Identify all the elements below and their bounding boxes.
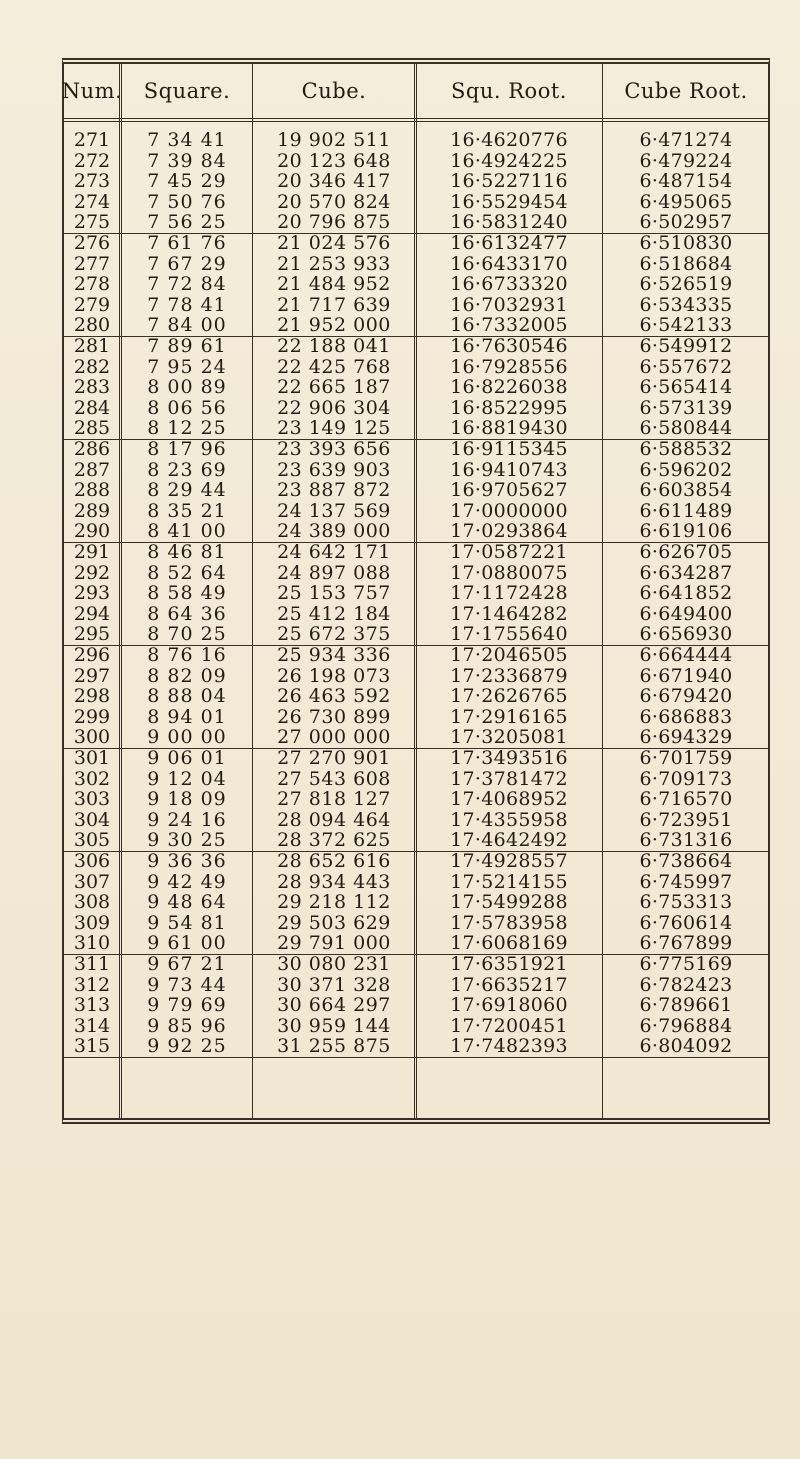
table-row — [64, 233, 768, 254]
square-root-cell: 16·9705627 — [450, 479, 568, 502]
cube-cell: 24 897 088 — [277, 561, 391, 584]
square-root-cell: 17·2046505 — [450, 644, 568, 666]
num-cell: 308 — [73, 891, 111, 914]
square-root-cell: 16·4620776 — [450, 129, 568, 151]
table-row — [64, 357, 768, 378]
num-cell: 275 — [73, 211, 111, 234]
header-num: Num. — [61, 79, 123, 103]
cube-root-cell: 6·709173 — [639, 767, 733, 790]
cube-cell: 20 123 648 — [277, 149, 391, 172]
square-cell: 8 52 64 — [147, 561, 227, 584]
square-cell: 8 64 36 — [147, 602, 227, 625]
cube-cell: 25 672 375 — [277, 623, 391, 646]
square-cell: 9 61 00 — [147, 932, 227, 955]
num-cell: 285 — [73, 417, 111, 440]
square-root-cell: 17·2916165 — [450, 705, 568, 728]
num-cell: 295 — [73, 623, 111, 646]
cube-cell: 21 253 933 — [277, 252, 391, 275]
square-root-cell: 17·6351921 — [450, 953, 568, 975]
num-cell: 278 — [73, 273, 111, 296]
cube-root-cell: 6·526519 — [639, 273, 733, 296]
cube-cell: 26 730 899 — [277, 705, 391, 728]
table-row — [64, 130, 768, 151]
square-cell: 8 46 81 — [147, 541, 227, 563]
table-row — [64, 583, 768, 604]
table-row — [64, 398, 768, 419]
square-cell: 9 42 49 — [147, 870, 227, 893]
cube-cell: 22 425 768 — [277, 355, 391, 378]
square-root-cell: 16·6433170 — [450, 252, 568, 275]
square-root-cell: 17·3781472 — [450, 767, 568, 790]
num-cell: 273 — [73, 170, 111, 193]
square-cell: 7 45 29 — [147, 170, 227, 193]
table-row — [64, 830, 768, 852]
square-root-cell: 17·2626765 — [450, 685, 568, 708]
num-cell: 272 — [73, 149, 111, 172]
table-row — [64, 171, 768, 192]
cube-cell: 20 796 875 — [277, 211, 391, 234]
num-cell: 315 — [73, 1035, 111, 1058]
table-row — [64, 995, 768, 1016]
cube-root-cell: 6·775169 — [639, 953, 733, 975]
cube-cell: 30 664 297 — [277, 994, 391, 1017]
square-root-cell: 16·9115345 — [450, 438, 568, 460]
num-cell: 303 — [73, 788, 111, 811]
square-root-cell: 17·1464282 — [450, 602, 568, 625]
cube-root-cell: 6·565414 — [639, 376, 733, 399]
cube-root-cell: 6·634287 — [639, 561, 733, 584]
num-cell: 286 — [73, 438, 111, 460]
square-cell: 8 23 69 — [147, 458, 227, 481]
square-root-cell: 16·9410743 — [450, 458, 568, 481]
cube-root-cell: 6·664444 — [639, 644, 733, 666]
square-cell: 9 18 09 — [147, 788, 227, 811]
cube-root-cell: 6·626705 — [639, 541, 733, 563]
square-cell: 8 35 21 — [147, 499, 227, 522]
table-row — [64, 624, 768, 646]
cube-cell: 29 218 112 — [277, 891, 391, 914]
square-cell: 9 92 25 — [147, 1035, 227, 1058]
cube-root-cell: 6·804092 — [639, 1035, 733, 1058]
square-cell: 7 50 76 — [147, 190, 227, 213]
num-cell: 309 — [73, 911, 111, 934]
square-cell: 9 67 21 — [147, 953, 227, 975]
square-root-cell: 17·1172428 — [450, 582, 568, 605]
cube-root-cell: 6·619106 — [639, 520, 733, 543]
square-cell: 8 17 96 — [147, 438, 227, 460]
num-cell: 282 — [73, 355, 111, 378]
table-row — [64, 336, 768, 357]
square-cell: 9 73 44 — [147, 973, 227, 996]
table-row — [64, 151, 768, 172]
square-root-cell: 16·7630546 — [450, 335, 568, 357]
header-cube: Cube. — [301, 79, 367, 103]
square-cell: 9 00 00 — [147, 726, 227, 749]
square-root-cell: 17·4068952 — [450, 788, 568, 811]
square-cell: 7 72 84 — [147, 273, 227, 296]
cube-root-cell: 6·753313 — [639, 891, 733, 914]
square-root-cell: 16·7332005 — [450, 314, 568, 337]
cube-cell: 30 959 144 — [277, 1014, 391, 1037]
cube-root-cell: 6·671940 — [639, 664, 733, 687]
num-cell: 292 — [73, 561, 111, 584]
square-cell: 7 67 29 — [147, 252, 227, 275]
square-cell: 8 58 49 — [147, 582, 227, 605]
cube-cell: 28 652 616 — [277, 850, 391, 872]
square-root-cell: 16·6733320 — [450, 273, 568, 296]
table-row — [64, 1036, 768, 1058]
num-cell: 305 — [73, 829, 111, 852]
square-root-cell: 17·4642492 — [450, 829, 568, 852]
cube-root-cell: 6·580844 — [639, 417, 733, 440]
square-cell: 7 39 84 — [147, 149, 227, 172]
header-cube-root: Cube Root. — [624, 79, 748, 103]
square-root-cell: 17·5783958 — [450, 911, 568, 934]
table-row — [64, 748, 768, 769]
square-cell: 8 88 04 — [147, 685, 227, 708]
cube-root-cell: 6·782423 — [639, 973, 733, 996]
table-row — [64, 521, 768, 543]
cube-cell: 25 934 336 — [277, 644, 391, 666]
num-cell: 281 — [73, 335, 111, 357]
cube-root-cell: 6·767899 — [639, 932, 733, 955]
cube-root-cell: 6·716570 — [639, 788, 733, 811]
square-cell: 9 54 81 — [147, 911, 227, 934]
square-cell: 9 24 16 — [147, 808, 227, 831]
cube-root-cell: 6·656930 — [639, 623, 733, 646]
cube-cell: 29 791 000 — [277, 932, 391, 955]
cube-root-cell: 6·603854 — [639, 479, 733, 502]
cube-cell: 23 149 125 — [277, 417, 391, 440]
cube-root-cell: 6·731316 — [639, 829, 733, 852]
square-cell: 8 94 01 — [147, 705, 227, 728]
num-cell: 294 — [73, 602, 111, 625]
square-root-cell: 17·7200451 — [450, 1014, 568, 1037]
cube-cell: 20 570 824 — [277, 190, 391, 213]
table-row — [64, 645, 768, 666]
square-root-cell: 16·8226038 — [450, 376, 568, 399]
square-cell: 7 34 41 — [147, 129, 227, 151]
square-root-cell: 17·0587221 — [450, 541, 568, 563]
square-cell: 8 00 89 — [147, 376, 227, 399]
square-root-cell: 16·5529454 — [450, 190, 568, 213]
num-cell: 311 — [73, 953, 111, 975]
table-row — [64, 1016, 768, 1037]
square-cell: 8 41 00 — [147, 520, 227, 543]
num-cell: 306 — [73, 850, 111, 872]
num-cell: 290 — [73, 520, 111, 543]
cube-cell: 22 906 304 — [277, 396, 391, 419]
math-table — [62, 58, 770, 1124]
num-cell: 283 — [73, 376, 111, 399]
table-row — [64, 480, 768, 501]
square-cell: 7 78 41 — [147, 293, 227, 316]
cube-root-cell: 6·596202 — [639, 458, 733, 481]
table-row — [64, 727, 768, 749]
cube-root-cell: 6·745997 — [639, 870, 733, 893]
cube-cell: 27 270 901 — [277, 747, 391, 769]
table-row — [64, 604, 768, 625]
cube-cell: 26 198 073 — [277, 664, 391, 687]
square-cell: 7 89 61 — [147, 335, 227, 357]
cube-root-cell: 6·510830 — [639, 232, 733, 254]
table-row — [64, 975, 768, 996]
header-square-root: Squ. Root. — [451, 79, 567, 103]
cube-root-cell: 6·557672 — [639, 355, 733, 378]
cube-cell: 25 412 184 — [277, 602, 391, 625]
cube-cell: 29 503 629 — [277, 911, 391, 934]
square-root-cell: 17·6635217 — [450, 973, 568, 996]
cube-root-cell: 6·487154 — [639, 170, 733, 193]
cube-root-cell: 6·573139 — [639, 396, 733, 419]
cube-cell: 23 393 656 — [277, 438, 391, 460]
cube-root-cell: 6·542133 — [639, 314, 733, 337]
cube-cell: 21 717 639 — [277, 293, 391, 316]
num-cell: 279 — [73, 293, 111, 316]
table-row — [64, 872, 768, 893]
num-cell: 284 — [73, 396, 111, 419]
table-row — [64, 501, 768, 522]
num-cell: 313 — [73, 994, 111, 1017]
cube-cell: 25 153 757 — [277, 582, 391, 605]
table-row — [64, 954, 768, 975]
square-root-cell: 16·8819430 — [450, 417, 568, 440]
cube-root-cell: 6·760614 — [639, 911, 733, 934]
square-root-cell: 17·4928557 — [450, 850, 568, 872]
table-row — [64, 789, 768, 810]
square-root-cell: 16·5227116 — [450, 170, 568, 193]
square-cell: 9 48 64 — [147, 891, 227, 914]
square-root-cell: 17·7482393 — [450, 1035, 568, 1058]
num-cell: 274 — [73, 190, 111, 213]
square-root-cell: 16·7928556 — [450, 355, 568, 378]
cube-cell: 23 639 903 — [277, 458, 391, 481]
cube-cell: 28 934 443 — [277, 870, 391, 893]
num-cell: 304 — [73, 808, 111, 831]
num-cell: 289 — [73, 499, 111, 522]
cube-root-cell: 6·471274 — [639, 129, 733, 151]
square-root-cell: 17·0880075 — [450, 561, 568, 584]
table-row — [64, 913, 768, 934]
num-cell: 293 — [73, 582, 111, 605]
square-cell: 7 84 00 — [147, 314, 227, 337]
num-cell: 288 — [73, 479, 111, 502]
num-cell: 277 — [73, 252, 111, 275]
cube-cell: 22 188 041 — [277, 335, 391, 357]
cube-root-cell: 6·796884 — [639, 1014, 733, 1037]
num-cell: 300 — [73, 726, 111, 749]
square-cell: 9 06 01 — [147, 747, 227, 769]
cube-cell: 27 818 127 — [277, 788, 391, 811]
num-cell: 312 — [73, 973, 111, 996]
num-cell: 307 — [73, 870, 111, 893]
cube-cell: 23 887 872 — [277, 479, 391, 502]
num-cell: 302 — [73, 767, 111, 790]
table-row — [64, 563, 768, 584]
cube-root-cell: 6·701759 — [639, 747, 733, 769]
square-root-cell: 17·1755640 — [450, 623, 568, 646]
square-cell: 8 82 09 — [147, 664, 227, 687]
cube-cell: 31 255 875 — [277, 1035, 391, 1058]
square-cell: 9 12 04 — [147, 767, 227, 790]
cube-cell: 19 902 511 — [277, 129, 391, 151]
num-cell: 298 — [73, 685, 111, 708]
cube-cell: 27 000 000 — [277, 726, 391, 749]
table-row — [64, 418, 768, 440]
square-cell: 8 70 25 — [147, 623, 227, 646]
cube-root-cell: 6·611489 — [639, 499, 733, 522]
cube-cell: 22 665 187 — [277, 376, 391, 399]
square-root-cell: 16·7032931 — [450, 293, 568, 316]
num-cell: 291 — [73, 541, 111, 563]
square-root-cell: 16·6132477 — [450, 232, 568, 254]
num-cell: 310 — [73, 932, 111, 955]
cube-root-cell: 6·694329 — [639, 726, 733, 749]
num-cell: 314 — [73, 1014, 111, 1037]
cube-root-cell: 6·686883 — [639, 705, 733, 728]
table-row — [64, 933, 768, 955]
table-row — [64, 542, 768, 563]
num-cell: 301 — [73, 747, 111, 769]
cube-cell: 20 346 417 — [277, 170, 391, 193]
square-cell: 8 76 16 — [147, 644, 227, 666]
cube-root-cell: 6·549912 — [639, 335, 733, 357]
square-cell: 9 85 96 — [147, 1014, 227, 1037]
square-root-cell: 17·3493516 — [450, 747, 568, 769]
cube-cell: 28 372 625 — [277, 829, 391, 852]
cube-root-cell: 6·738664 — [639, 850, 733, 872]
cube-cell: 24 389 000 — [277, 520, 391, 543]
num-cell: 299 — [73, 705, 111, 728]
num-cell: 271 — [73, 129, 111, 151]
table-row — [64, 254, 768, 275]
square-root-cell: 17·0000000 — [450, 499, 568, 522]
square-root-cell: 16·8522995 — [450, 396, 568, 419]
cube-root-cell: 6·723951 — [639, 808, 733, 831]
square-cell: 7 56 25 — [147, 211, 227, 234]
cube-cell: 30 371 328 — [277, 973, 391, 996]
square-cell: 9 79 69 — [147, 994, 227, 1017]
square-root-cell: 17·3205081 — [450, 726, 568, 749]
table-row — [64, 851, 768, 872]
cube-root-cell: 6·641852 — [639, 582, 733, 605]
cube-cell: 26 463 592 — [277, 685, 391, 708]
table-row — [64, 274, 768, 295]
table-row — [64, 666, 768, 687]
square-root-cell: 17·4355958 — [450, 808, 568, 831]
num-cell: 287 — [73, 458, 111, 481]
cube-cell: 21 952 000 — [277, 314, 391, 337]
num-cell: 297 — [73, 664, 111, 687]
table-row — [64, 377, 768, 398]
square-cell: 7 95 24 — [147, 355, 227, 378]
square-cell: 9 36 36 — [147, 850, 227, 872]
table-row — [64, 212, 768, 234]
cube-root-cell: 6·534335 — [639, 293, 733, 316]
square-cell: 8 12 25 — [147, 417, 227, 440]
square-cell: 8 06 56 — [147, 396, 227, 419]
table-row — [64, 439, 768, 460]
cube-root-cell: 6·789661 — [639, 994, 733, 1017]
cube-cell: 27 543 608 — [277, 767, 391, 790]
square-root-cell: 17·5214155 — [450, 870, 568, 893]
table-row — [64, 769, 768, 790]
square-root-cell: 17·2336879 — [450, 664, 568, 687]
cube-cell: 24 642 171 — [277, 541, 391, 563]
cube-root-cell: 6·588532 — [639, 438, 733, 460]
square-root-cell: 17·6068169 — [450, 932, 568, 955]
table-row — [64, 686, 768, 707]
cube-cell: 21 024 576 — [277, 232, 391, 254]
cube-root-cell: 6·649400 — [639, 602, 733, 625]
cube-cell: 28 094 464 — [277, 808, 391, 831]
square-root-cell: 16·4924225 — [450, 149, 568, 172]
square-root-cell: 17·0293864 — [450, 520, 568, 543]
num-cell: 296 — [73, 644, 111, 666]
table-row — [64, 460, 768, 481]
square-root-cell: 17·6918060 — [450, 994, 568, 1017]
cube-cell: 24 137 569 — [277, 499, 391, 522]
cube-root-cell: 6·495065 — [639, 190, 733, 213]
square-root-cell: 16·5831240 — [450, 211, 568, 234]
square-root-cell: 17·5499288 — [450, 891, 568, 914]
cube-cell: 30 080 231 — [277, 953, 391, 975]
cube-root-cell: 6·518684 — [639, 252, 733, 275]
table-row — [64, 192, 768, 213]
square-cell: 8 29 44 — [147, 479, 227, 502]
num-cell: 280 — [73, 314, 111, 337]
table-row — [64, 892, 768, 913]
cube-root-cell: 6·679420 — [639, 685, 733, 708]
table-row — [64, 707, 768, 728]
square-cell: 7 61 76 — [147, 232, 227, 254]
cube-cell: 21 484 952 — [277, 273, 391, 296]
table-row — [64, 315, 768, 337]
cube-root-cell: 6·479224 — [639, 149, 733, 172]
table-row — [64, 810, 768, 831]
header-square: Square. — [143, 79, 231, 103]
square-cell: 9 30 25 — [147, 829, 227, 852]
table-row — [64, 295, 768, 316]
cube-root-cell: 6·502957 — [639, 211, 733, 234]
num-cell: 276 — [73, 232, 111, 254]
